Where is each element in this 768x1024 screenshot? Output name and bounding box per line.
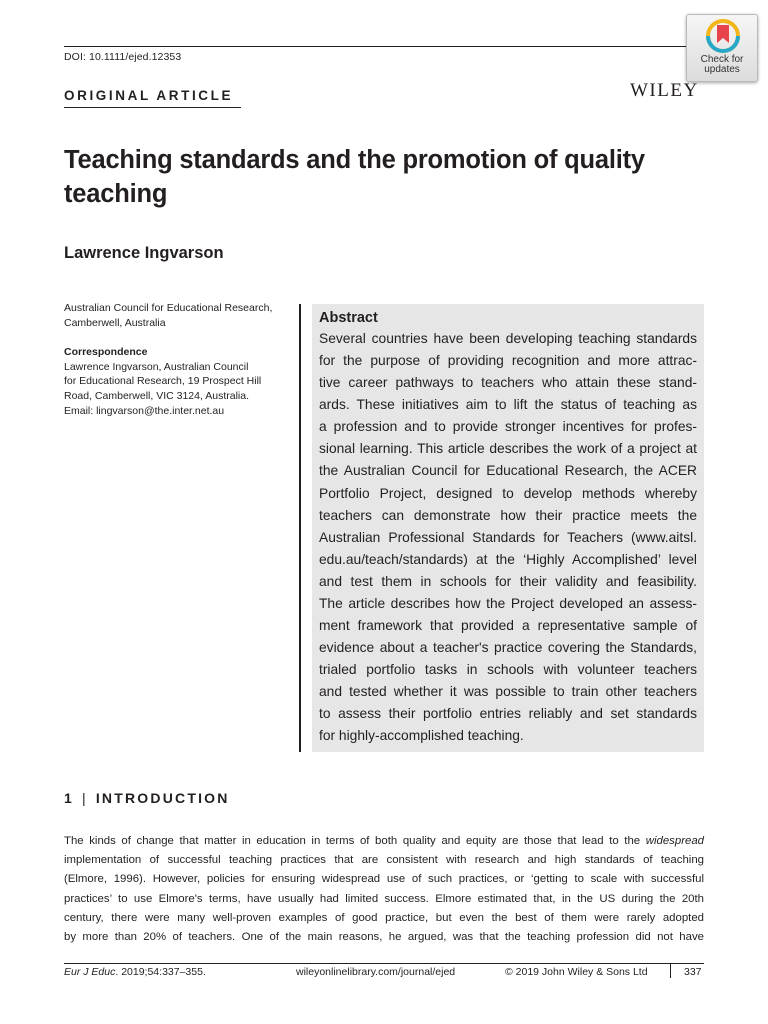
- correspondence-block: [64, 345, 299, 419]
- abstract-line: sional learning. This article describes the work of a project at: [319, 441, 697, 457]
- article-type: ORIGINAL ARTICLE: [64, 88, 234, 103]
- article-title: Teaching standards and the promotion of quality teaching: [64, 146, 645, 208]
- footer-copyright: © 2019 John Wiley & Sons Ltd: [505, 966, 648, 978]
- crossmark-icon: [706, 19, 740, 53]
- doi[interactable]: DOI: 10.1111/ejed.12353: [64, 51, 182, 63]
- abstract-line: the Australian Council for Educational Research, the ACER: [319, 463, 697, 479]
- abstract-box: [312, 304, 704, 752]
- header-rule: [64, 46, 704, 47]
- abstract-line: Several countries have been developing teaching standards: [319, 331, 697, 346]
- abstract-line: teachers can demonstrate how their practice meets the: [319, 507, 697, 523]
- correspondence-line: for Educational Research, 19 Prospect Hill: [64, 375, 262, 388]
- abstract-line: trialed portfolio tasks in schools with volunteer teachers: [319, 662, 697, 678]
- article-type-underline: [64, 107, 241, 108]
- abstract-line: for highly-accomplished teaching.: [319, 728, 524, 744]
- abstract-line: The article describes how the Project developed an assess-: [319, 595, 697, 611]
- abstract-line: Australian Professional Standards for Teachers (www.aitsl.: [319, 529, 697, 545]
- check-for-updates-button[interactable]: [686, 14, 758, 82]
- abstract-line: to assess their portfolio entries reliably and set standards: [319, 706, 697, 722]
- abstract-heading: Abstract: [319, 310, 378, 326]
- body-line: practices’ to use Elmore's terms, have usually had limited success. Elmore estimated that, in the US during the 20th: [64, 892, 704, 905]
- abstract-line: edu.au/teach/standards) at the ‘Highly Accomplished’ level: [319, 551, 697, 567]
- correspondence-email[interactable]: Email: lingvarson@the.inter.net.au: [64, 404, 225, 417]
- abstract-line: tive career pathways to teachers who attain these stand-: [319, 375, 697, 391]
- body-line: The kinds of change that matter in education in terms of both quality and equity are those that lead to the widespread: [64, 835, 704, 847]
- section-title: INTRODUCTION: [95, 790, 230, 806]
- abstract-line: for the purpose of providing recognition and more attrac-: [319, 353, 697, 369]
- body-line: (Elmore, 1996). However, policies for ensuring widespread use of such practices, or ‘getting to scale with successful: [64, 873, 704, 886]
- footer-citation: Eur J Educ. 2019;54:337–355.: [64, 966, 206, 978]
- abstract-line: ards. These initiatives aim to lift the status of teaching as: [319, 397, 697, 413]
- abstract-line: and test them in schools for their validity and feasibility.: [319, 573, 697, 589]
- section-number: 1: [64, 790, 74, 806]
- correspondence-line: Lawrence Ingvarson, Australian Council: [64, 360, 249, 373]
- body-paragraph: [64, 832, 704, 947]
- body-line: century, there were many well-proven examples of good practice, but even the best of them were rarely adopted: [64, 911, 704, 924]
- column-divider: [299, 304, 301, 752]
- abstract-line: ment framework that provided a representative sample of: [319, 618, 697, 634]
- author-affiliation: [64, 301, 299, 330]
- footer-separator: [670, 963, 671, 978]
- affiliation-line: Camberwell, Australia: [64, 316, 166, 329]
- publisher-logo: WILEY: [630, 80, 699, 101]
- correspondence-heading: Correspondence: [64, 346, 148, 358]
- footer-journal-url[interactable]: wileyonlinelibrary.com/journal/ejed: [296, 966, 456, 978]
- abstract-line: Portfolio Project, designed to develop methods whereby: [319, 485, 697, 501]
- abstract-line: and tested whether it was possible to train other teachers: [319, 684, 697, 700]
- abstract-line: a profession and to provide stronger incentives for profes-: [319, 419, 697, 435]
- footer-rule: [64, 963, 704, 964]
- body-line: by more than 20% of teachers. One of the main reasons, he argued, was that the teaching profession did not have: [64, 931, 704, 944]
- section-separator: |: [82, 790, 88, 806]
- body-line: implementation of successful teaching practices that are consistent with research and high standards of teaching: [64, 854, 704, 867]
- emphasis-word: widespread: [645, 835, 704, 847]
- check-for-updates-label: Check for updates: [700, 54, 744, 75]
- affiliation-line: Australian Council for Educational Research,: [64, 302, 273, 314]
- abstract-text: [319, 328, 697, 747]
- abstract-line: evidence about a teacher's practice covering the Standards,: [319, 640, 697, 656]
- author-name: Lawrence Ingvarson: [64, 244, 224, 262]
- correspondence-line: Road, Camberwell, VIC 3124, Australia.: [64, 390, 250, 403]
- page-number: 337: [684, 966, 702, 978]
- section-heading: [64, 790, 230, 806]
